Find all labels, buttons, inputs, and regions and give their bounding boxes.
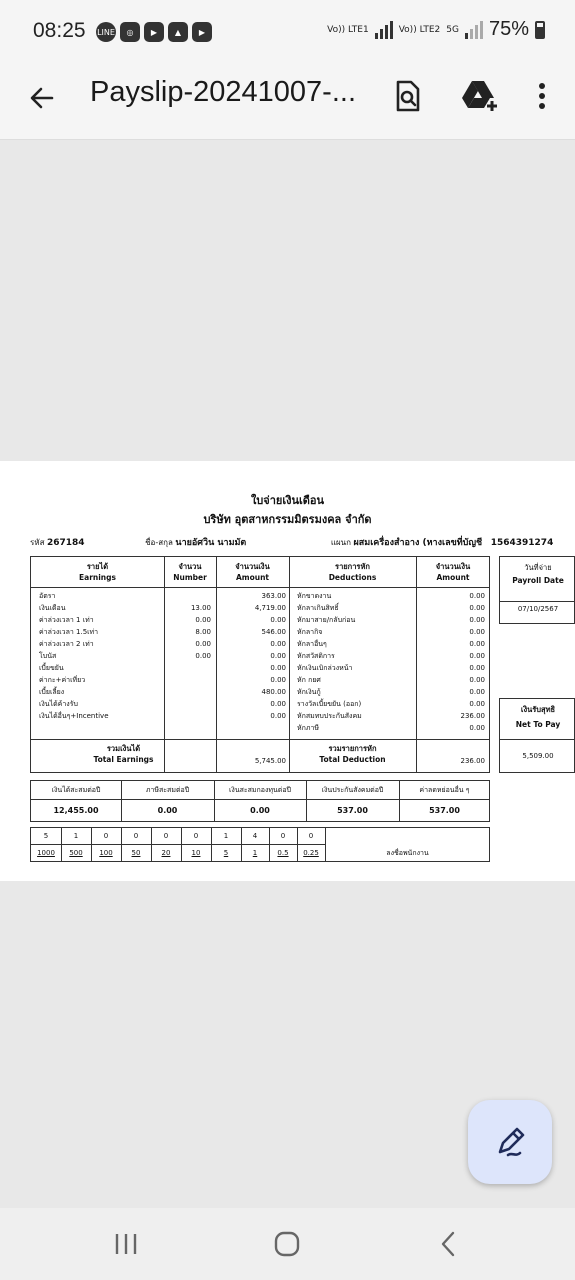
net-pay-th: เงินรับสุทธิ xyxy=(520,705,556,714)
earning-label: เงินได้อื่นๆ+Incentive xyxy=(39,712,109,720)
network-1-label: Vo)) LTE1 xyxy=(327,24,369,35)
id-value: 267184 xyxy=(47,538,85,548)
home-button[interactable] xyxy=(267,1226,307,1262)
earning-number: 0.00 xyxy=(195,652,211,660)
deduction-label: รางวัลเบี้ยขยัน (ออก) xyxy=(297,700,362,708)
denom-value: 1 xyxy=(252,849,258,857)
earning-label: ค่าล่วงเวลา 2 เท่า xyxy=(39,640,94,648)
deduction-label: หักลาอื่นๆ xyxy=(297,640,327,648)
earnings-header-th: รายได้ xyxy=(86,562,109,571)
signal-2-icon xyxy=(465,21,483,39)
deduction-amount: 0.00 xyxy=(469,628,485,636)
earning-label: ค่าล่วงเวลา 1 เท่า xyxy=(39,616,94,624)
deduction-label: หักภาษี xyxy=(297,724,320,732)
denom-count: 1 xyxy=(73,832,79,840)
more-vert-icon xyxy=(538,82,546,110)
denom-count: 4 xyxy=(252,832,258,840)
earning-amount: 363.00 xyxy=(261,592,286,600)
deduction-label: หักลาเกินสิทธิ์ xyxy=(297,604,339,612)
accum-label: เงินประกันสังคมต่อปี xyxy=(321,786,384,794)
denom-count: 0 xyxy=(280,832,286,840)
system-icons xyxy=(327,18,545,41)
deduction-label: หักขาดงาน xyxy=(297,592,332,600)
denom-value: 10 xyxy=(191,849,201,857)
denom-value: 0.5 xyxy=(277,849,289,857)
earning-label: เงินเดือน xyxy=(39,604,66,612)
earning-amount: 480.00 xyxy=(261,688,286,696)
earning-number: 0.00 xyxy=(195,616,211,624)
accumulated-table xyxy=(30,780,490,822)
app-icon: ▶ xyxy=(192,22,212,42)
net-pay-en: Net To Pay xyxy=(515,720,561,729)
deduction-amount: 0.00 xyxy=(469,652,485,660)
accum-value: 537.00 xyxy=(337,806,368,815)
dept-label: แผนก xyxy=(330,538,351,547)
earning-label: ค่ากะ+ค่าเที่ยว xyxy=(39,676,86,684)
deductions-header-en: Deductions xyxy=(328,573,377,582)
denom-count: 5 xyxy=(43,832,49,840)
deduction-amount-header-th: จำนวนเงิน xyxy=(435,562,471,571)
deduction-amount: 0.00 xyxy=(469,640,485,648)
earning-amount: 0.00 xyxy=(270,616,286,624)
denom-count: 1 xyxy=(223,832,229,840)
denom-value: 50 xyxy=(131,849,141,857)
earnings-deductions-table xyxy=(30,556,490,773)
payroll-date-en: Payroll Date xyxy=(512,576,564,585)
accum-value: 537.00 xyxy=(429,806,460,815)
accum-label: ภาษีสะสมต่อปี xyxy=(145,786,190,794)
earning-amount: 4,719.00 xyxy=(254,604,286,612)
deductions-header-th: รายการหัก xyxy=(335,562,370,571)
add-to-drive-button[interactable] xyxy=(458,74,502,118)
network-2-type: 5G xyxy=(446,24,459,35)
name-label: ชื่อ-สกุล xyxy=(145,538,173,547)
line-icon: LINE xyxy=(96,22,116,42)
notification-icons xyxy=(96,22,212,42)
deduction-amount: 0.00 xyxy=(469,676,485,684)
battery-icon xyxy=(535,21,545,39)
recents-icon xyxy=(114,1233,138,1255)
accum-label: เงินได้สะสมต่อปี xyxy=(51,786,101,794)
back-button[interactable] xyxy=(22,78,62,118)
instagram-icon: ◎ xyxy=(120,22,140,42)
deduction-label: หักสมทบประกันสังคม xyxy=(297,712,362,720)
earning-amount: 0.00 xyxy=(270,676,286,684)
total-deduction-value: 236.00 xyxy=(460,757,485,765)
earning-amount: 0.00 xyxy=(270,700,286,708)
drive-add-icon xyxy=(460,79,500,113)
denom-count: 0 xyxy=(103,832,109,840)
deduction-label: หักลากิจ xyxy=(297,628,323,636)
deduction-label: หักเงินเบิกล่วงหน้า xyxy=(297,664,353,672)
search-document-button[interactable] xyxy=(386,74,430,118)
deduction-amount: 0.00 xyxy=(469,616,485,624)
company-name: บริษัท อุตสาหกรรมมิตรมงคล จำกัด xyxy=(203,513,372,526)
total-earnings-th: รวมเงินได้ xyxy=(106,744,141,753)
earning-amount: 0.00 xyxy=(270,712,286,720)
network-2-label: Vo)) LTE2 xyxy=(398,24,441,35)
deduction-label: หักเงินกู้ xyxy=(297,688,321,696)
deduction-amount: 0.00 xyxy=(469,724,485,732)
find-in-page-icon xyxy=(393,80,423,112)
more-options-button[interactable] xyxy=(520,74,564,118)
account-value: 1564391274 xyxy=(490,538,554,548)
earning-label: โบนัส xyxy=(39,652,57,660)
total-deduction-en: Total Deduction xyxy=(319,755,386,764)
earning-number xyxy=(164,590,211,602)
deduction-amount: 0.00 xyxy=(469,592,485,600)
total-earnings-value: 5,745.00 xyxy=(254,757,286,765)
deduction-amount-header-en: Amount xyxy=(436,573,470,582)
earning-label: เบี้ยเลี้ยง xyxy=(39,688,65,696)
total-deduction-th: รวมรายการหัก xyxy=(328,744,377,753)
employee-signature-label: ลงชื่อพนักงาน xyxy=(386,849,429,857)
battery-percent: 75% xyxy=(488,18,529,40)
amount-header-th: จำนวนเงิน xyxy=(235,562,270,571)
accum-label: เงินสะสมกองทุนต่อปี xyxy=(229,786,291,794)
system-nav-bar xyxy=(0,1208,575,1280)
earning-label: อัตรา xyxy=(39,592,56,600)
back-nav-button[interactable] xyxy=(428,1226,468,1262)
deduction-amount: 0.00 xyxy=(469,700,485,708)
net-pay-value: 5,509.00 xyxy=(522,752,554,760)
document-viewer[interactable] xyxy=(0,141,575,1208)
accum-value: 0.00 xyxy=(157,806,178,815)
denom-value: 100 xyxy=(99,849,113,857)
denom-value: 1000 xyxy=(37,849,55,857)
denom-value: 500 xyxy=(69,849,83,857)
net-pay-box xyxy=(499,698,575,773)
deduction-label: หักสวัสดิการ xyxy=(297,652,335,660)
deduction-label: หัก กยศ xyxy=(297,676,321,684)
denom-value: 0.25 xyxy=(303,849,319,857)
denom-count: 0 xyxy=(308,832,314,840)
deduction-amount: 0.00 xyxy=(469,688,485,696)
status-bar xyxy=(0,0,575,62)
accum-value: 12,455.00 xyxy=(53,806,99,815)
earning-label: เบี้ยขยัน xyxy=(39,664,64,672)
signal-1-icon xyxy=(375,21,393,39)
dept-value: ผสมเครื่องสำอาง (หางเลขที่บัญชี xyxy=(353,538,483,548)
name-value: นายอัศวิน นามมัต xyxy=(175,538,247,548)
amount-header-en: Amount xyxy=(235,573,270,582)
edit-pen-icon xyxy=(493,1125,527,1159)
number-header-th: จำนวน xyxy=(178,562,202,571)
accum-label: ค่าลดหย่อนอื่น ๆ xyxy=(419,786,470,794)
earning-amount: 546.00 xyxy=(261,628,286,636)
deduction-amount: 0.00 xyxy=(469,604,485,612)
denom-count: 0 xyxy=(193,832,199,840)
earning-label: เงินได้ค้างรับ xyxy=(39,700,78,708)
app-bar xyxy=(0,62,575,140)
deduction-amount: 236.00 xyxy=(460,712,485,720)
payslip-page xyxy=(0,461,575,881)
home-icon xyxy=(274,1231,300,1257)
status-time: 08:25 xyxy=(33,19,86,42)
denom-value: 5 xyxy=(223,849,229,857)
deduction-label: หักมาสาย/กลับก่อน xyxy=(297,616,356,624)
gallery-icon: ▲ xyxy=(168,22,188,42)
deduction-amount: 0.00 xyxy=(469,664,485,672)
denom-count: 0 xyxy=(133,832,139,840)
document-title: Payslip-20241007-... xyxy=(90,76,356,108)
denom-count: 0 xyxy=(163,832,169,840)
earning-number: 0.00 xyxy=(195,640,211,648)
id-label: รหัส xyxy=(30,538,45,547)
arrow-left-icon xyxy=(28,84,56,112)
earnings-header-en: Earnings xyxy=(79,573,116,582)
denom-value: 20 xyxy=(161,849,171,857)
payroll-date-value: 07/10/2567 xyxy=(517,605,559,613)
payroll-date-box xyxy=(499,556,575,624)
earning-number: 8.00 xyxy=(195,628,211,636)
accum-value: 0.00 xyxy=(250,806,270,815)
earning-label: ค่าล่วงเวลา 1.5เท่า xyxy=(39,628,99,636)
earning-amount: 0.00 xyxy=(270,652,286,660)
recent-apps-button[interactable] xyxy=(106,1226,146,1262)
denomination-table xyxy=(30,827,490,862)
payslip-title: ใบจ่ายเงินเดือน xyxy=(250,494,325,507)
edit-fab-button[interactable] xyxy=(468,1100,552,1184)
chevron-left-icon xyxy=(440,1231,456,1257)
earning-number: 13.00 xyxy=(190,604,211,612)
payroll-date-th: วันที่จ่าย xyxy=(524,563,552,572)
earning-amount: 0.00 xyxy=(270,640,286,648)
earning-amount: 0.00 xyxy=(270,664,286,672)
employee-meta xyxy=(30,535,553,549)
total-earnings-en: Total Earnings xyxy=(93,755,154,764)
app-icon: ▶ xyxy=(144,22,164,42)
number-header-en: Number xyxy=(173,573,207,582)
